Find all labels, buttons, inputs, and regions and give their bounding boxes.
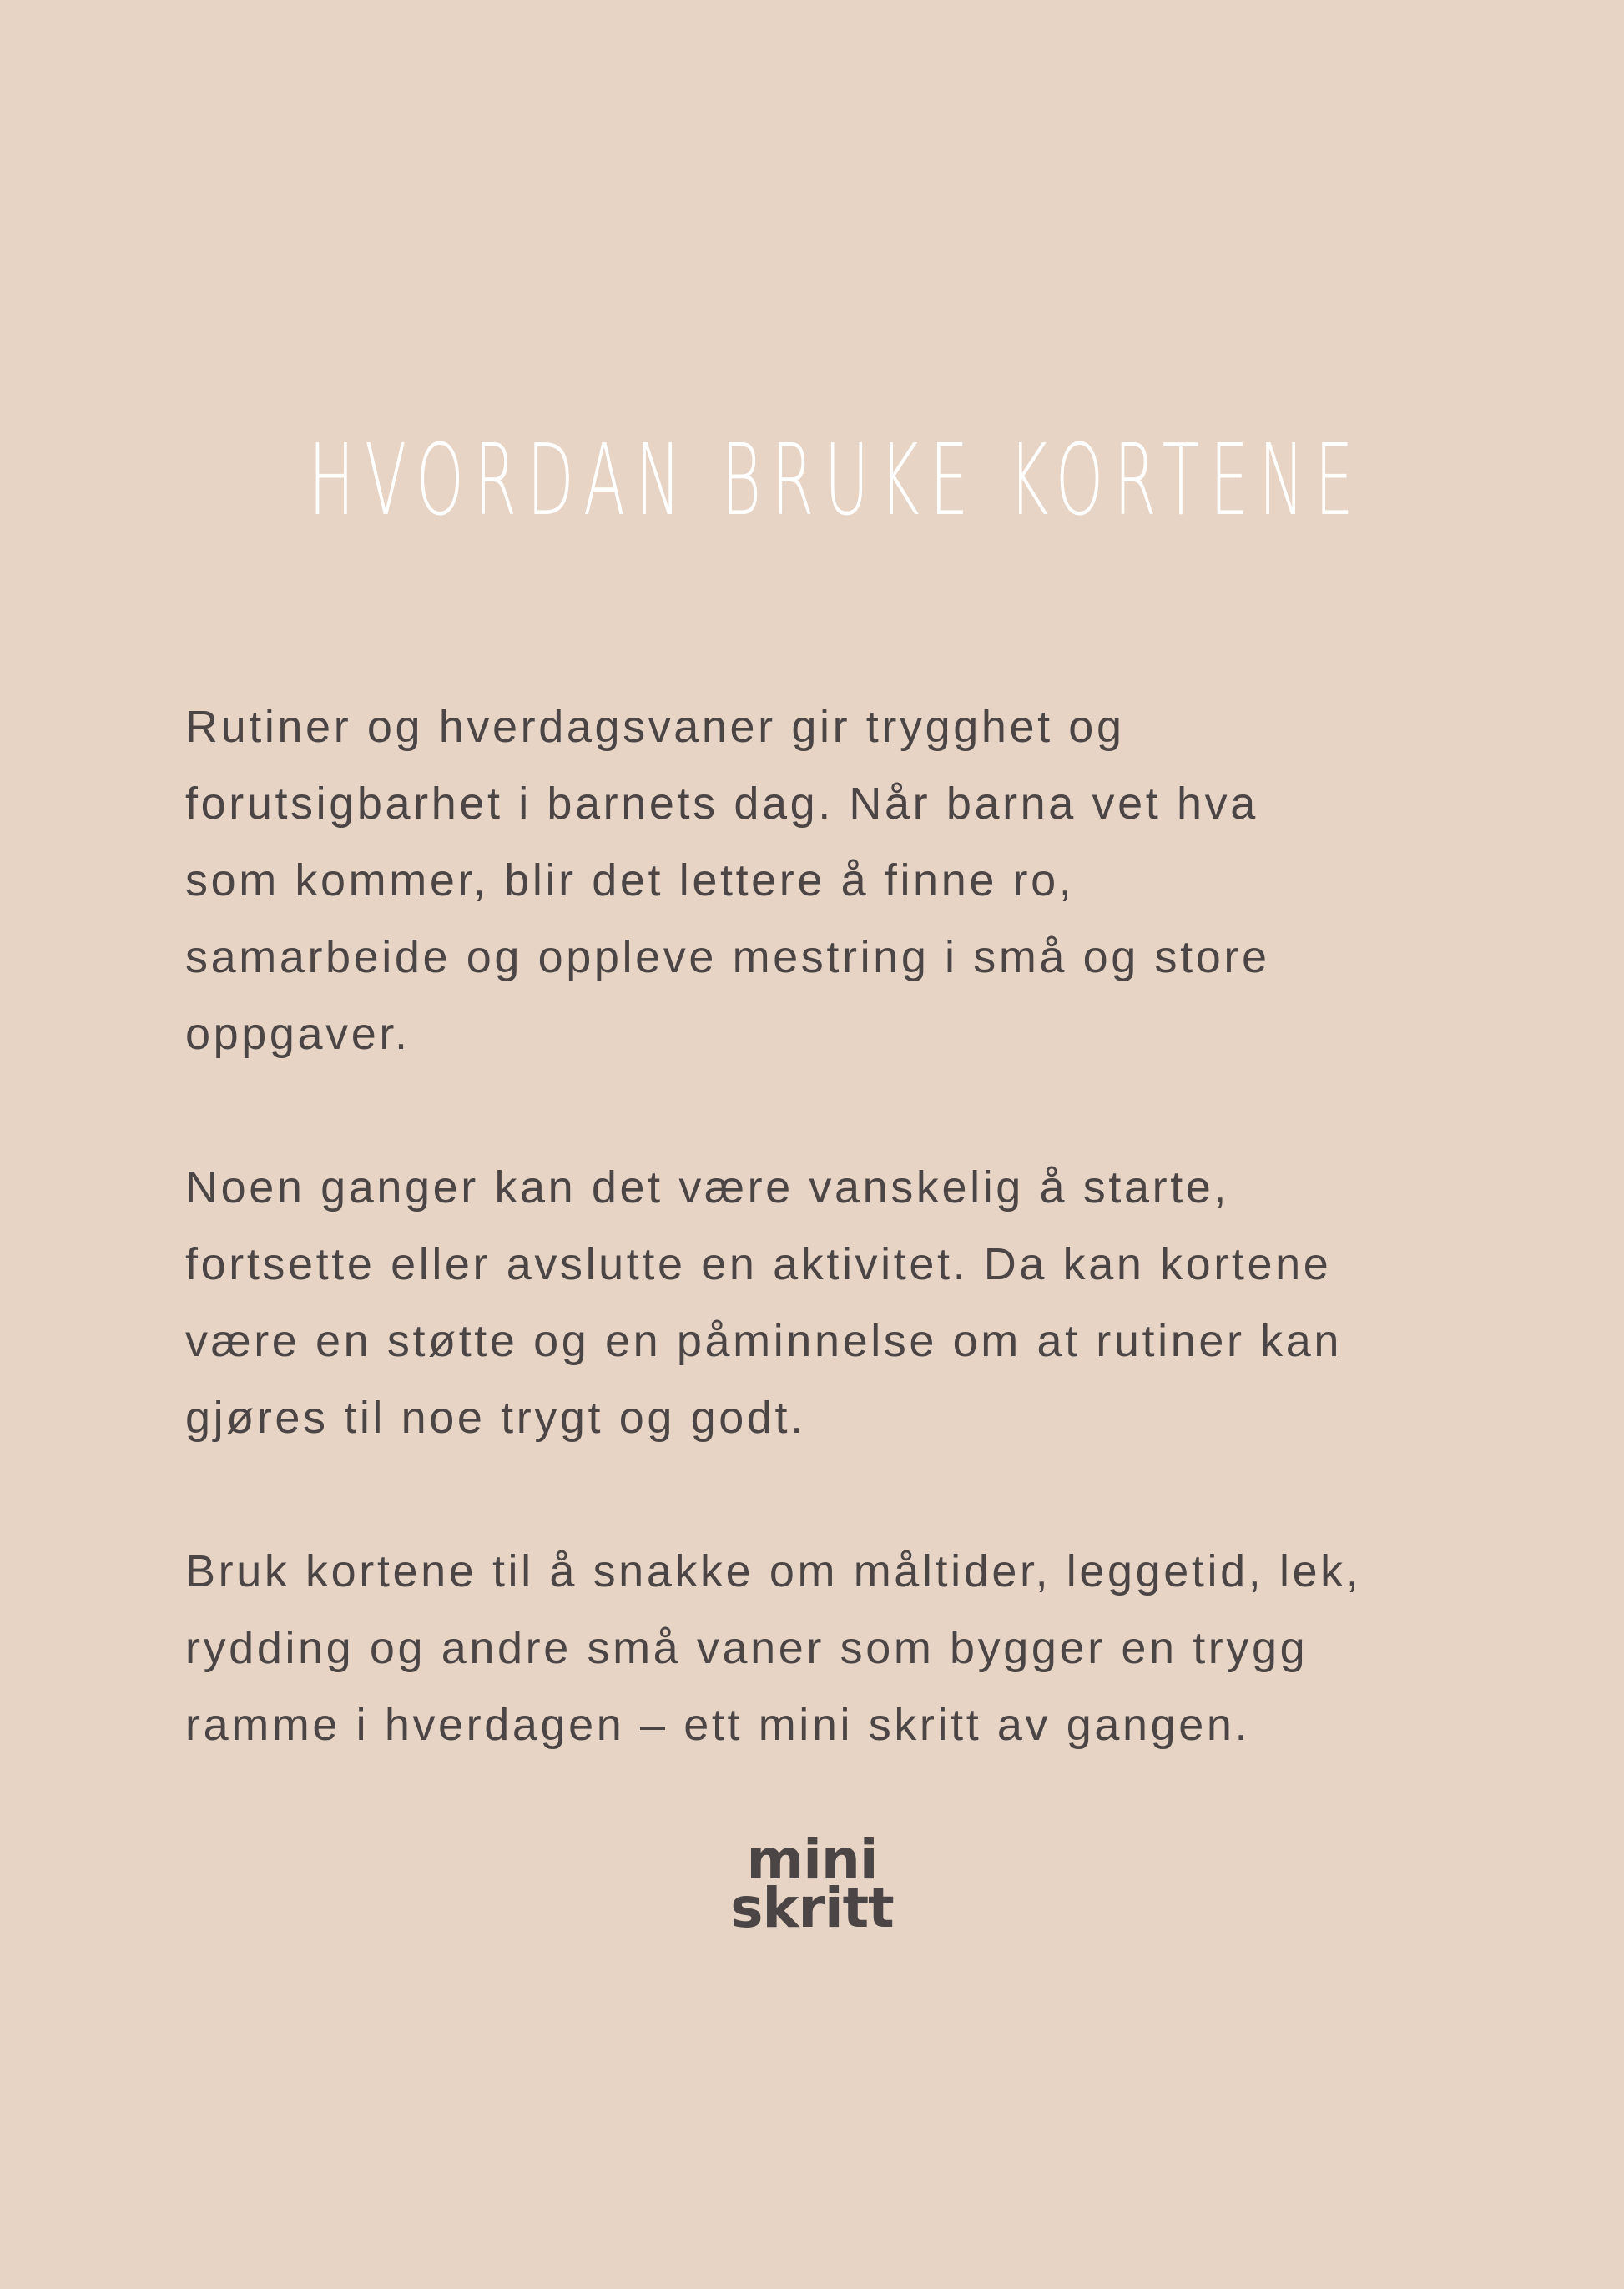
- page-title: HVORDAN BRUKE KORTENE: [308, 422, 1364, 537]
- paragraph-activities: Noen ganger kan det være vanskelig å starte, fortsette eller avslutte en aktivitet. Da kan kortene være en støtte og en påminnelse om at rutiner kan gjøres til noe trygt og godt.: [185, 1162, 1343, 1443]
- body-text: [185, 688, 1487, 1840]
- logo-line-mini: mini: [746, 1828, 878, 1892]
- brand-logo: [0, 1828, 1624, 1940]
- logo-line-skritt: skritt: [730, 1876, 894, 1940]
- paragraph-routines: Rutiner og hverdagsvaner gir trygghet og forutsigbarhet i barnets dag. Når barna vet hva som kommer, blir det lettere å finne ro, samarbeide og oppleve mestring i små og store oppgaver.: [185, 702, 1270, 1059]
- paragraph-usage: Bruk kortene til å snakke om måltider, leggetid, lek, rydding og andre små vaner som bygger en trygg ramme i hverdagen – ett mini skritt av gangen.: [185, 1546, 1362, 1750]
